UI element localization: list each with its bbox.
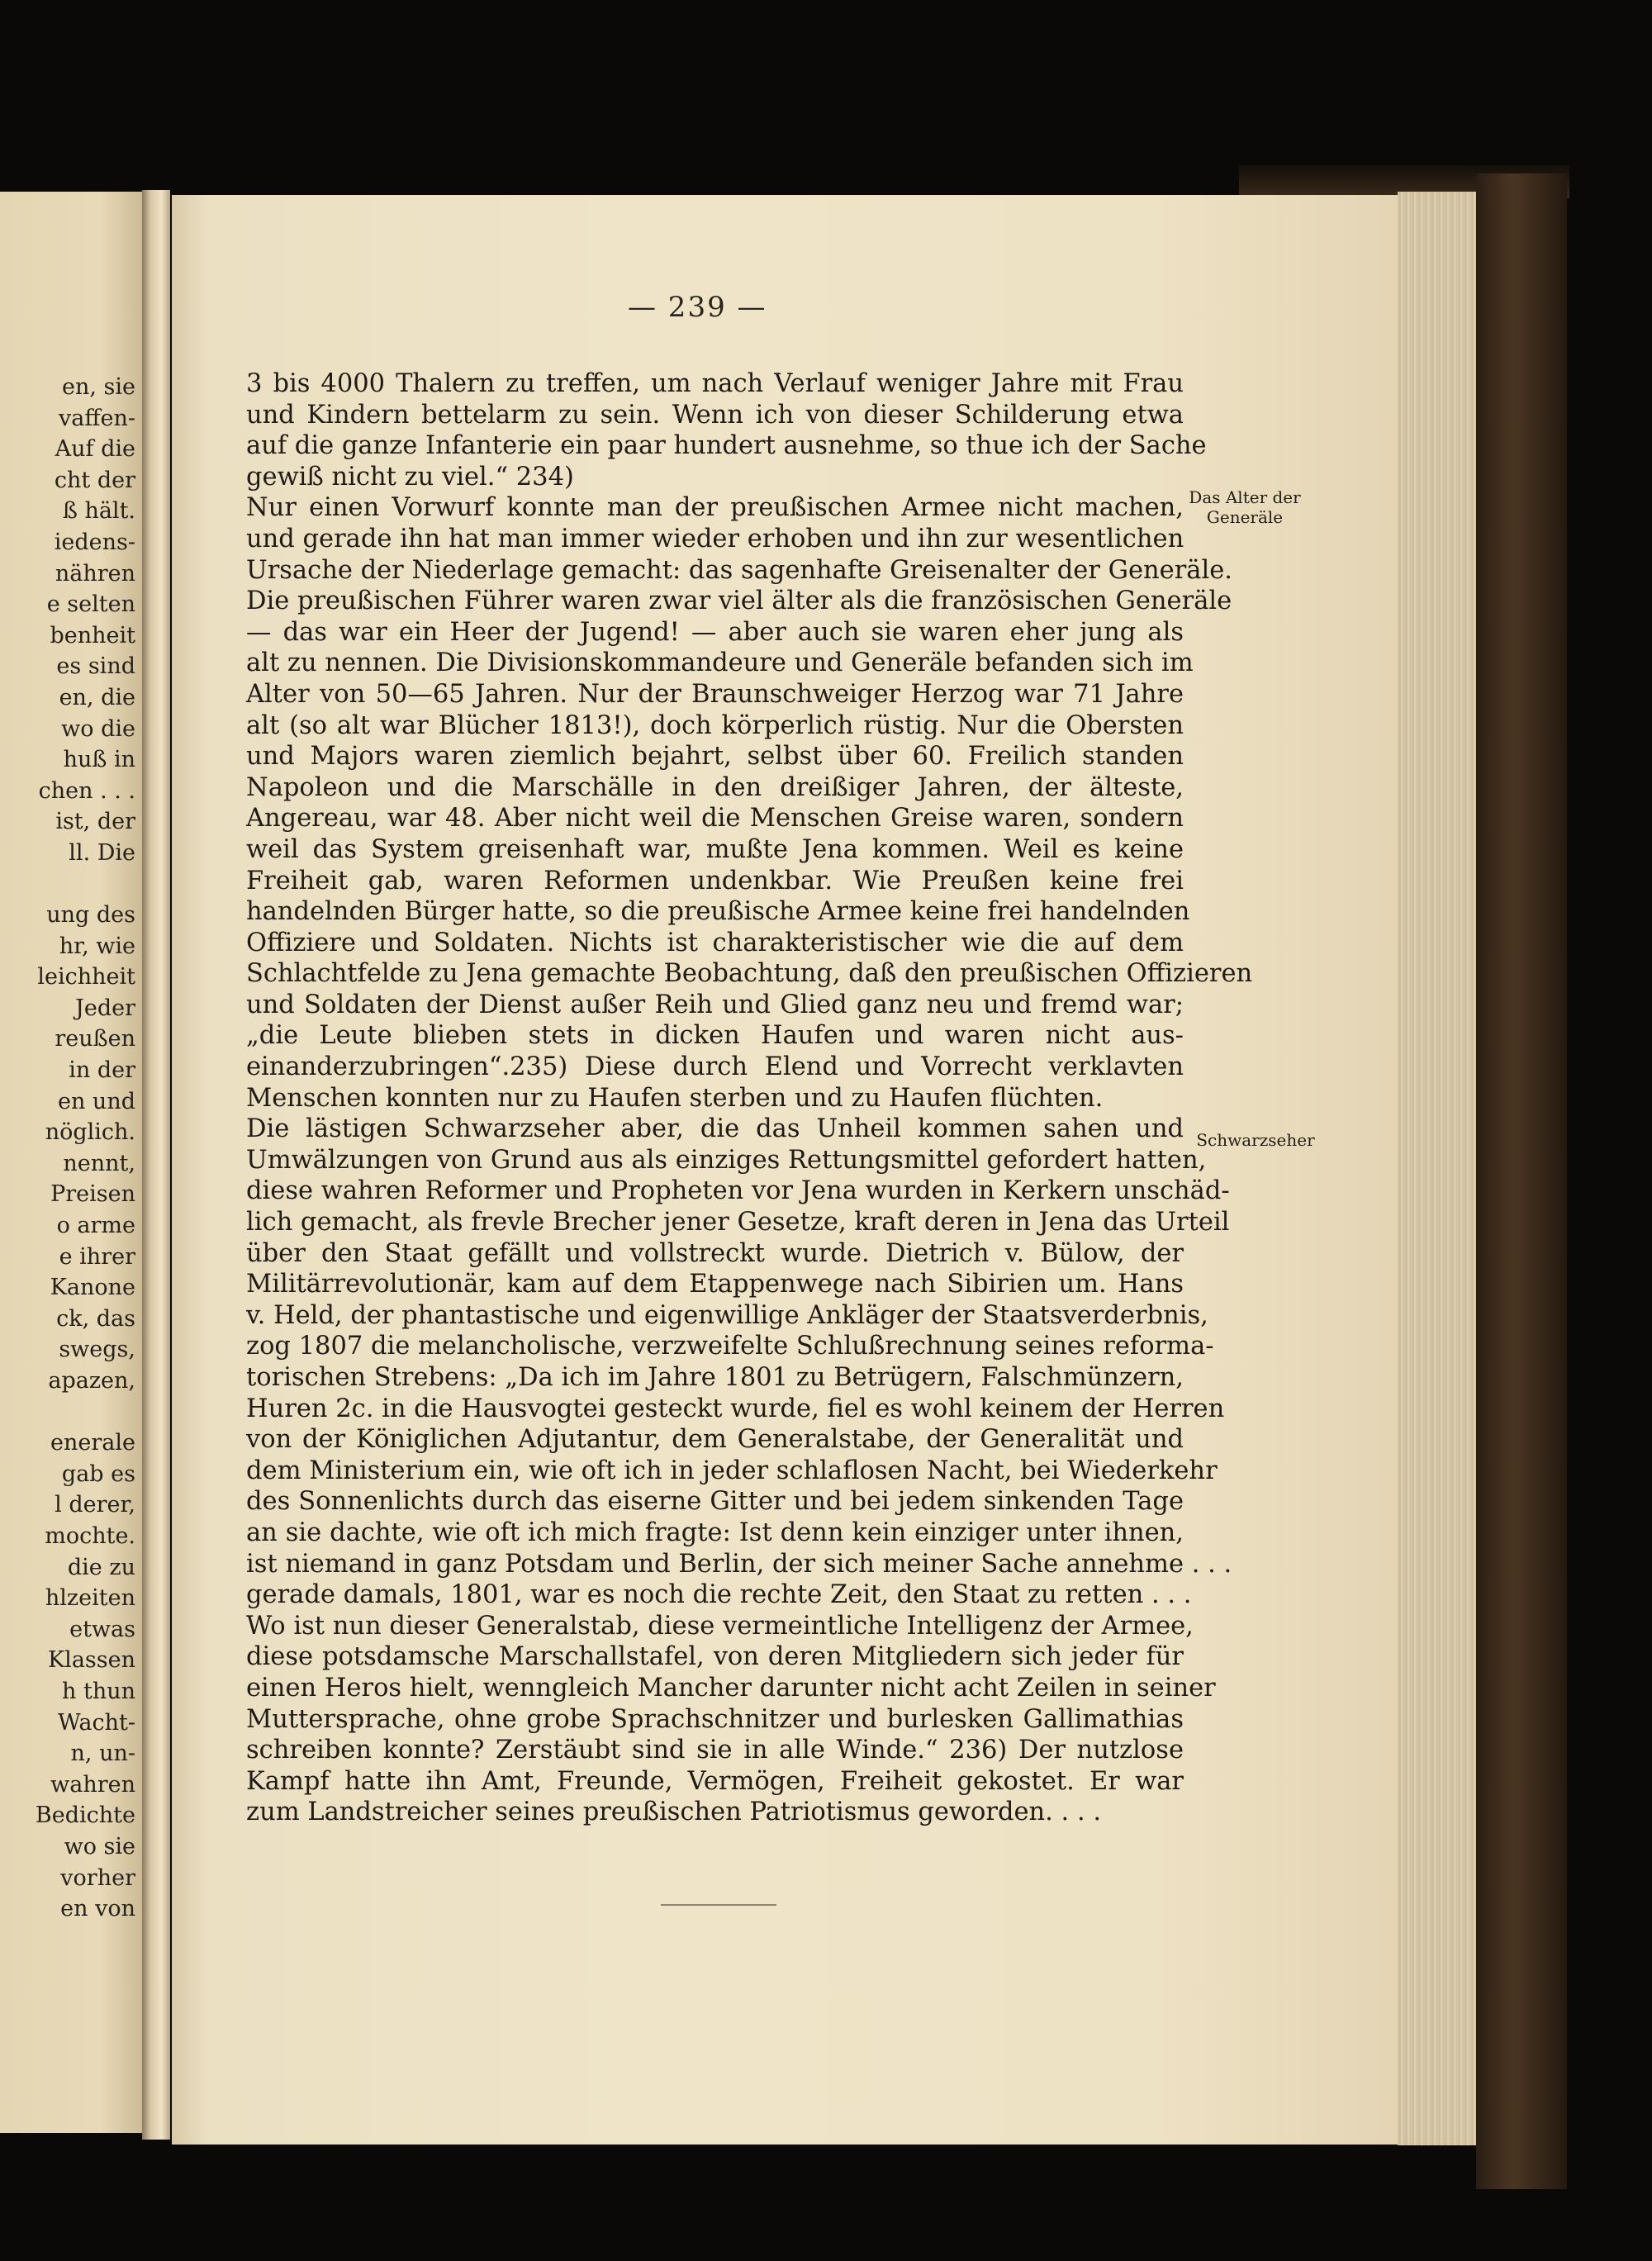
text-line: diese wahren Reformer und Propheten vor Jena wurden in Kerkern unschäd- — [246, 1176, 1230, 1206]
left-text-fragment — [36, 869, 135, 900]
left-text-fragment: swegs, — [59, 1337, 135, 1363]
text-line: v. Held, der phantastische und eigenwillige Ankläger der Staatsverderbnis, — [246, 1300, 1208, 1330]
text-line: weil das System greisenhaft war, mußte Jena kommen. Weil es keine — [246, 834, 1184, 864]
left-text-fragment: wahren — [50, 1771, 135, 1798]
left-text-fragment: ist, der — [55, 809, 135, 835]
text-line: und gerade ihn hat man immer wieder erhoben und ihn zur wesentlichen — [246, 524, 1184, 553]
text-line: handelnden Bürger hatte, so die preußische Armee keine frei handelnden — [246, 897, 1190, 927]
text-line: Die preußischen Führer waren zwar viel älter als die französischen Generäle — [246, 587, 1232, 616]
left-text-fragment: Preisen — [50, 1181, 135, 1208]
left-text-fragment: benheit — [50, 622, 135, 648]
left-text-fragment: Wacht- — [58, 1709, 135, 1736]
text-line: an sie dachte, wie oft ich mich fragte: Ist denn kein einziger unter ihnen, — [246, 1518, 1184, 1547]
left-text-fragment: hlzeiten — [45, 1585, 135, 1612]
left-text-fragment: Jeder — [75, 995, 135, 1021]
text-line: Huren 2c. in die Hausvogtei gesteckt wurde, fiel es wohl keinem der Herren — [246, 1394, 1225, 1423]
left-text-fragment: en und — [57, 1088, 135, 1114]
left-text-fragment: l derer, — [55, 1492, 135, 1518]
text-line: von der Königlichen Adjutantur, dem Generalstabe, der Generalität und — [246, 1425, 1184, 1455]
text-line: torischen Strebens: „Da ich im Jahre 1801 zu Betrügern, Falschmünzern, — [246, 1363, 1184, 1392]
text-line: Ursache der Niederlage gemacht: das sagenhafte Greisenalter der Generäle. — [246, 555, 1232, 585]
left-page — [0, 192, 142, 2133]
left-text-fragment: cht der — [54, 467, 135, 493]
text-line: alt (so alt war Blücher 1813!), doch körperlich rüstig. Nur die Obersten — [246, 710, 1184, 740]
text-line: zum Landstreicher seines preußischen Patriotismus geworden. . . . — [246, 1798, 1102, 1827]
text-line: Muttersprache, ohne grobe Sprachschnitzer und burlesken Gallimathias — [246, 1704, 1184, 1734]
left-text-fragment: leichheit — [37, 964, 135, 990]
left-text-fragment: ung des — [46, 902, 135, 929]
left-text-fragment: wo sie — [64, 1833, 135, 1860]
text-line: einen Heros hielt, wenngleich Mancher darunter nicht acht Zeilen in seiner — [246, 1673, 1216, 1703]
margin-note-schwarzseher: Schwarzseher — [1196, 1130, 1315, 1150]
text-line: Freiheit gab, waren Reformen undenkbar. Wie Preußen keine frei — [246, 866, 1184, 895]
left-text-fragment: e ihrer — [59, 1243, 135, 1270]
text-line: diese potsdamsche Marschallstafel, von deren Mitgliedern sich jeder für — [246, 1642, 1184, 1672]
left-text-fragment: hr, wie — [59, 933, 135, 959]
text-line: auf die ganze Infanterie ein paar hundert ausnehme, so thue ich der Sache — [246, 431, 1207, 461]
footnote-divider — [661, 1904, 776, 1906]
text-line: — das war ein Heer der Jugend! — aber auch sie waren eher jung als — [246, 617, 1184, 647]
text-line: Angereau, war 48. Aber nicht weil die Menschen Greise waren, sondern — [246, 804, 1184, 834]
left-text-fragment: enerale — [50, 1430, 135, 1456]
left-text-fragment: nennt, — [63, 1150, 135, 1176]
left-text-fragment: etwas — [69, 1616, 135, 1642]
left-text-fragment: die zu — [67, 1554, 135, 1580]
left-text-fragment: en, die — [59, 684, 135, 710]
text-line: ist niemand in ganz Potsdam und Berlin, der sich meiner Sache annehme . . . — [246, 1549, 1232, 1579]
left-text-fragment: wo die — [61, 715, 135, 742]
text-line: Schlachtfelde zu Jena gemachte Beobachtung, daß den preußischen Offizieren — [246, 959, 1253, 989]
text-line: Napoleon und die Marschälle in den dreißiger Jahren, der älteste, — [246, 772, 1184, 802]
left-text-fragment: Klassen — [48, 1647, 135, 1674]
left-text-fragment: iedens- — [54, 529, 135, 555]
text-line: Kampf hatte ihn Amt, Freunde, Vermögen, Freiheit gekostet. Er war — [246, 1766, 1184, 1796]
left-text-fragment: ck, das — [56, 1305, 135, 1332]
text-line: und Soldaten der Dienst außer Reih und Glied ganz neu und fremd war; — [246, 990, 1184, 1019]
left-text-fragment: es sind — [56, 653, 135, 680]
page-stack-edge — [1398, 192, 1476, 2145]
left-text-fragment: en von — [60, 1896, 135, 1922]
text-line: Militärrevolutionär, kam auf dem Etappenwege nach Sibirien um. Hans — [246, 1270, 1184, 1299]
text-line: Umwälzungen von Grund aus als einziges Rettungsmittel gefordert hatten, — [246, 1145, 1207, 1175]
text-line: Offiziere und Soldaten. Nichts ist charakteristischer wie die auf dem — [246, 928, 1184, 957]
text-line: Menschen konnten nur zu Haufen sterben und zu Haufen flüchten. — [246, 1083, 1104, 1113]
left-text-fragment: reußen — [55, 1026, 135, 1052]
left-text-fragment: Kanone — [50, 1275, 135, 1301]
book-cover-edge — [1476, 173, 1567, 2189]
left-text-fragment: in der — [69, 1057, 135, 1084]
text-line: schreiben konnte? Zerstäubt sind sie in alle Winde.“ 236) Der nutzlose — [246, 1736, 1184, 1765]
left-text-fragment: n, un- — [70, 1741, 135, 1767]
text-line: lich gemacht, als frevle Brecher jener Gesetze, kraft deren in Jena das Urteil — [246, 1208, 1230, 1237]
text-line: Wo ist nun dieser Generalstab, diese vermeintliche Intelligenz der Armee, — [246, 1611, 1194, 1641]
text-line: des Sonnenlichts durch das eiserne Gitter und bei jedem sinkenden Tage — [246, 1487, 1184, 1517]
margin-note-alter-der-generaele: Das Alter der Generäle — [1189, 487, 1301, 527]
page-number: — 239 — — [628, 291, 767, 324]
left-text-fragment: nöglich. — [45, 1119, 135, 1146]
left-text-fragment: e selten — [46, 591, 135, 618]
text-line: alt zu nennen. Die Divisionskommandeure und Generäle befanden sich im — [246, 648, 1194, 678]
left-text-fragment: gab es — [61, 1461, 135, 1487]
left-text-fragment: en, sie — [61, 374, 135, 400]
text-line: und Kindern bettelarm zu sein. Wenn ich von dieser Schilderung etwa — [246, 400, 1184, 430]
left-text-fragment: mochte. — [45, 1522, 135, 1549]
text-line: zog 1807 die melancholische, verzweifelte Schlußrechnung seines reforma- — [246, 1332, 1214, 1361]
left-text-fragment: o arme — [56, 1213, 135, 1239]
left-text-fragment: h thun — [62, 1678, 135, 1704]
left-text-fragment: ll. Die — [69, 839, 135, 866]
text-line: gerade damals, 1801, war es noch die rechte Zeit, den Staat zu retten . . . — [246, 1580, 1192, 1610]
text-line: und Majors waren ziemlich bejahrt, selbst über 60. Freilich standen — [246, 742, 1184, 772]
text-line: Die lästigen Schwarzseher aber, die das Unheil kommen sahen und — [246, 1114, 1184, 1144]
text-line: „die Leute blieben stets in dicken Haufen und waren nicht aus- — [246, 1021, 1184, 1051]
left-text-fragment — [36, 1397, 135, 1428]
text-line: Alter von 50—65 Jahren. Nur der Braunschweiger Herzog war 71 Jahre — [246, 679, 1184, 709]
left-page-text — [36, 372, 135, 1925]
text-line: über den Staat gefällt und vollstreckt wurde. Dietrich v. Bülow, der — [246, 1238, 1184, 1268]
left-text-fragment: Auf die — [55, 436, 135, 463]
left-text-fragment: huß in — [63, 747, 135, 773]
left-text-fragment: nähren — [55, 560, 135, 587]
left-text-fragment: ß hält. — [62, 498, 135, 525]
text-line: dem Ministerium ein, wie oft ich in jeder schlaflosen Nacht, bei Wiederkehr — [246, 1456, 1218, 1485]
left-text-fragment: chen . . . — [38, 777, 135, 804]
book-gutter — [142, 190, 170, 2140]
text-line: Nur einen Vorwurf konnte man der preußischen Armee nicht machen, — [246, 493, 1184, 523]
text-line: einanderzubringen“.235) Diese durch Elend und Vorrecht verklavten — [246, 1052, 1184, 1082]
text-line: gewiß nicht zu viel.“ 234) — [246, 462, 574, 492]
left-text-fragment: Bedichte — [35, 1803, 135, 1829]
left-text-fragment: vorher — [60, 1864, 135, 1891]
left-text-fragment: apazen, — [48, 1368, 135, 1394]
left-text-fragment: vaffen- — [58, 405, 135, 431]
text-line: 3 bis 4000 Thalern zu treffen, um nach Verlauf weniger Jahre mit Frau — [246, 369, 1184, 398]
